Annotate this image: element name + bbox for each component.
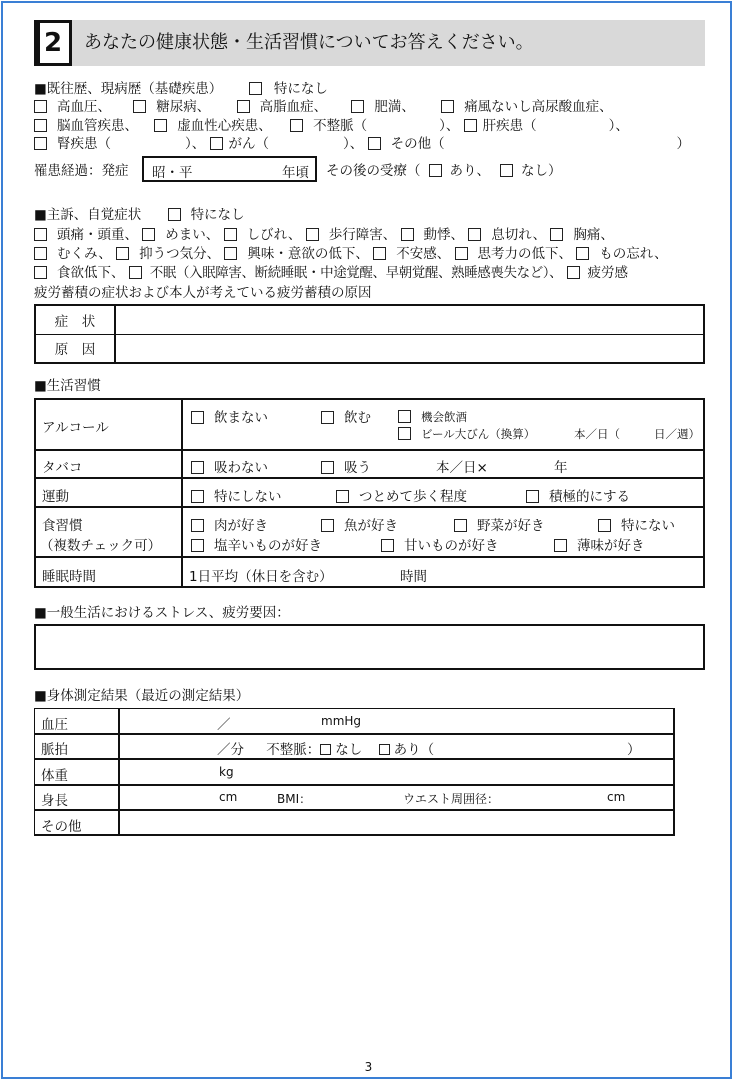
hypertension-label: 高血圧、 xyxy=(57,99,111,115)
symptoms-row-1 xyxy=(34,226,614,244)
treatment-no-checkbox[interactable] xyxy=(500,164,513,177)
cancer-checkbox[interactable] xyxy=(210,137,223,150)
cancer-close: ）、 xyxy=(343,136,364,152)
diet-sub-label: （複数チェック可） xyxy=(40,538,162,554)
symptoms-none-checkbox[interactable] xyxy=(168,208,181,221)
alcohol-label: アルコール xyxy=(42,420,109,436)
appetite-label: 食欲低下、 xyxy=(57,265,125,281)
gait-checkbox[interactable] xyxy=(306,228,319,241)
history-none-checkbox[interactable] xyxy=(249,82,262,95)
treatment-yes-label: あり、 xyxy=(449,163,490,179)
numbness-label: しびれ、 xyxy=(246,227,302,243)
gout-label: 痛風ないし高尿酸血症、 xyxy=(464,99,613,115)
fish-label: 魚が好き xyxy=(344,518,398,534)
arrhythmia-checkbox[interactable] xyxy=(290,119,303,132)
section-title: あなたの健康状態・生活習慣についてお答えください。 xyxy=(84,32,534,53)
symptoms-none-label: 特になし xyxy=(190,207,245,223)
waist-label: ウエスト周囲径： xyxy=(403,792,500,806)
beer-per-week: 日／週） xyxy=(654,427,700,441)
edema-checkbox[interactable] xyxy=(34,247,47,260)
fish-checkbox[interactable] xyxy=(321,519,334,532)
other-disease-label: その他（ xyxy=(390,136,445,152)
history-heading-row xyxy=(34,80,328,98)
light-taste-label: 薄味が好き xyxy=(577,538,645,554)
cerebrovascular-label: 脳血管疾患、 xyxy=(57,118,138,134)
meat-checkbox[interactable] xyxy=(191,519,204,532)
history-row-2 xyxy=(34,117,629,135)
section-number: 2 xyxy=(34,20,72,66)
arrhythmia-yes-label: あり（ xyxy=(393,742,435,758)
diabetes-checkbox[interactable] xyxy=(133,100,146,113)
salty-checkbox[interactable] xyxy=(191,539,204,552)
depressed-checkbox[interactable] xyxy=(116,247,129,260)
arrhythmia-close: ）、 xyxy=(439,118,460,134)
thinking-checkbox[interactable] xyxy=(455,247,468,260)
active-exercise-label: 積極的にする xyxy=(549,489,630,505)
other-disease-close: ） xyxy=(676,136,690,152)
diabetes-label: 糖尿病、 xyxy=(156,99,211,115)
bmi-label: BMI： xyxy=(277,792,312,806)
treatment-label: その後の受療（ xyxy=(326,163,421,179)
waist-unit: cm xyxy=(607,790,626,804)
smoke-label: 吸う xyxy=(344,460,371,476)
measure-heading: ■身体測定結果（最近の測定結果） xyxy=(34,688,250,704)
height-label: 身長 xyxy=(41,793,68,809)
depressed-label: 抑うつ気分、 xyxy=(139,246,221,262)
forgetfulness-checkbox[interactable] xyxy=(576,247,589,260)
no-smoke-checkbox[interactable] xyxy=(191,461,204,474)
headache-label: 頭痛・頭重、 xyxy=(57,227,138,243)
beer-per-day: 本／日（ xyxy=(574,427,620,441)
gout-checkbox[interactable] xyxy=(441,100,454,113)
cause-input[interactable] xyxy=(115,334,704,363)
pulse-unit: ／分 xyxy=(217,742,244,758)
history-none-label: 特になし xyxy=(273,81,328,97)
diet-none-checkbox[interactable] xyxy=(598,519,611,532)
smoke-years: 年 xyxy=(554,460,568,476)
symptom-input[interactable] xyxy=(115,305,704,334)
symptoms-heading-row xyxy=(34,206,245,224)
lifestyle-table xyxy=(34,398,705,588)
appetite-checkbox[interactable] xyxy=(34,266,47,279)
treatment-yes-checkbox[interactable] xyxy=(429,164,442,177)
beer-checkbox[interactable] xyxy=(398,427,411,440)
no-drink-label: 飲まない xyxy=(214,410,268,426)
anxiety-label: 不安感、 xyxy=(396,246,451,262)
no-drink-checkbox[interactable] xyxy=(191,411,204,424)
cancer-label: がん（ xyxy=(228,136,270,152)
kidney-checkbox[interactable] xyxy=(34,137,47,150)
obesity-label: 肥満、 xyxy=(374,99,415,115)
symptoms-row-3 xyxy=(34,264,628,282)
pulse-label: 脈拍 xyxy=(41,742,68,758)
bp-separator: ／ xyxy=(217,717,231,733)
shortness-breath-checkbox[interactable] xyxy=(468,228,481,241)
vegetable-label: 野菜が好き xyxy=(477,518,545,534)
numbness-checkbox[interactable] xyxy=(224,228,237,241)
height-unit: cm xyxy=(219,790,238,804)
liver-label: 肝疾患（ xyxy=(482,118,537,134)
onset-year-field[interactable] xyxy=(142,156,317,182)
dizziness-checkbox[interactable] xyxy=(142,228,155,241)
drink-checkbox[interactable] xyxy=(321,411,334,424)
walk-checkbox[interactable] xyxy=(336,490,349,503)
other-disease-checkbox[interactable] xyxy=(368,137,381,150)
chest-pain-label: 胸痛、 xyxy=(573,227,614,243)
active-exercise-checkbox[interactable] xyxy=(526,490,539,503)
beer-label: ビール大びん（換算） xyxy=(421,427,536,441)
no-smoke-label: 吸わない xyxy=(214,460,268,476)
tobacco-label: タバコ xyxy=(42,460,83,476)
arrhythmia-yes-checkbox[interactable] xyxy=(379,744,390,755)
light-taste-checkbox[interactable] xyxy=(554,539,567,552)
thinking-label: 思考力の低下、 xyxy=(477,246,572,262)
diet-label: 食習慣 xyxy=(42,518,83,534)
arrhythmia-close-paren: ） xyxy=(627,742,641,758)
page-number: 3 xyxy=(364,1060,373,1074)
symptom-row-label: 症 状 xyxy=(35,305,115,334)
shortness-breath-label: 息切れ、 xyxy=(491,227,547,243)
ischemic-heart-label: 虚血性心疾患、 xyxy=(177,118,272,134)
arrhythmia-label: 不整脈（ xyxy=(313,118,368,134)
treatment-row xyxy=(326,162,562,180)
exercise-label: 運動 xyxy=(42,489,69,505)
weight-label: 体重 xyxy=(41,768,68,784)
kidney-label: 腎疾患（ xyxy=(57,136,111,152)
smoke-checkbox[interactable] xyxy=(321,461,334,474)
no-exercise-checkbox[interactable] xyxy=(191,490,204,503)
palpitation-checkbox[interactable] xyxy=(401,228,414,241)
stress-heading: ■一般生活におけるストレス、疲労要因： xyxy=(34,605,290,621)
sweet-label: 甘いものが好き xyxy=(404,538,499,554)
arrhythmia-none-checkbox[interactable] xyxy=(320,744,331,755)
insomnia-label: 不眠（入眠障害、断続睡眠・中途覚醒、早朝覚醒、熟睡感喪失など）、 xyxy=(149,265,563,281)
edema-label: むくみ、 xyxy=(57,246,112,262)
social-drink-label: 機会飲酒 xyxy=(421,410,467,424)
social-drink-checkbox[interactable] xyxy=(398,410,411,423)
gait-label: 歩行障害、 xyxy=(328,227,397,243)
hyperlipidemia-label: 高脂血症、 xyxy=(259,99,328,115)
measure-table xyxy=(34,708,675,836)
interest-loss-label: 興味・意欲の低下、 xyxy=(247,246,369,262)
cerebrovascular-checkbox[interactable] xyxy=(34,119,47,132)
history-row-1 xyxy=(34,98,613,116)
liver-checkbox[interactable] xyxy=(464,119,477,132)
kidney-close: ）、 xyxy=(185,136,206,152)
diet-none-label: 特にない xyxy=(621,518,675,534)
hypertension-checkbox[interactable] xyxy=(34,100,47,113)
treatment-no-label: なし） xyxy=(521,163,562,179)
era-label: 昭・平 xyxy=(152,165,193,181)
bp-unit: mmHg xyxy=(321,714,362,728)
interest-loss-checkbox[interactable] xyxy=(224,247,237,260)
ischemic-heart-checkbox[interactable] xyxy=(154,119,167,132)
meat-label: 肉が好き xyxy=(214,518,268,534)
palpitation-label: 動悸、 xyxy=(423,227,464,243)
chest-pain-checkbox[interactable] xyxy=(550,228,563,241)
section-header xyxy=(34,20,705,66)
sleep-hours: 時間 xyxy=(400,569,427,585)
no-exercise-label: 特にしない xyxy=(214,489,282,505)
sleep-average: 1日平均（休日を含む） xyxy=(189,569,333,585)
fatigue-caption: 疲労蓄積の症状および本人が考えている疲労蓄積の原因 xyxy=(34,285,372,301)
salty-label: 塩辛いものが好き xyxy=(214,538,322,554)
arrhythmia-measure-label: 不整脈： xyxy=(266,742,321,758)
vegetable-checkbox[interactable] xyxy=(454,519,467,532)
fatigue-label: 疲労感 xyxy=(587,265,629,281)
forgetfulness-label: もの忘れ、 xyxy=(599,246,668,262)
other-label: その他 xyxy=(41,819,82,835)
history-heading: ■既往歴、現病歴（基礎疾患） xyxy=(34,81,223,97)
sweet-checkbox[interactable] xyxy=(381,539,394,552)
weight-unit: kg xyxy=(219,765,234,779)
headache-checkbox[interactable] xyxy=(34,228,47,241)
course-row xyxy=(34,162,129,180)
bp-label: 血圧 xyxy=(41,717,68,733)
symptoms-heading: ■主訴、自覚症状 xyxy=(34,207,142,223)
fatigue-table xyxy=(34,304,705,364)
lifestyle-heading: ■生活習慣 xyxy=(34,378,101,394)
liver-close: ）、 xyxy=(608,118,629,134)
history-row-3 xyxy=(34,135,704,153)
stress-input[interactable] xyxy=(34,624,705,670)
smoke-per-day: 本／日× xyxy=(436,460,488,476)
hyperlipidemia-checkbox[interactable] xyxy=(237,100,250,113)
walk-label: つとめて歩く程度 xyxy=(359,489,467,505)
arrhythmia-none-label: なし xyxy=(335,742,363,758)
sleep-label: 睡眠時間 xyxy=(42,569,96,585)
fatigue-checkbox[interactable] xyxy=(567,266,580,279)
anxiety-checkbox[interactable] xyxy=(373,247,386,260)
drink-label: 飲む xyxy=(344,410,371,426)
course-label: 罹患経過：発症 xyxy=(34,163,129,179)
symptoms-row-2 xyxy=(34,245,668,263)
dizziness-label: めまい、 xyxy=(165,227,220,243)
year-label: 年頃 xyxy=(282,165,309,181)
cause-row-label: 原 因 xyxy=(35,334,115,363)
obesity-checkbox[interactable] xyxy=(351,100,364,113)
insomnia-checkbox[interactable] xyxy=(129,266,142,279)
